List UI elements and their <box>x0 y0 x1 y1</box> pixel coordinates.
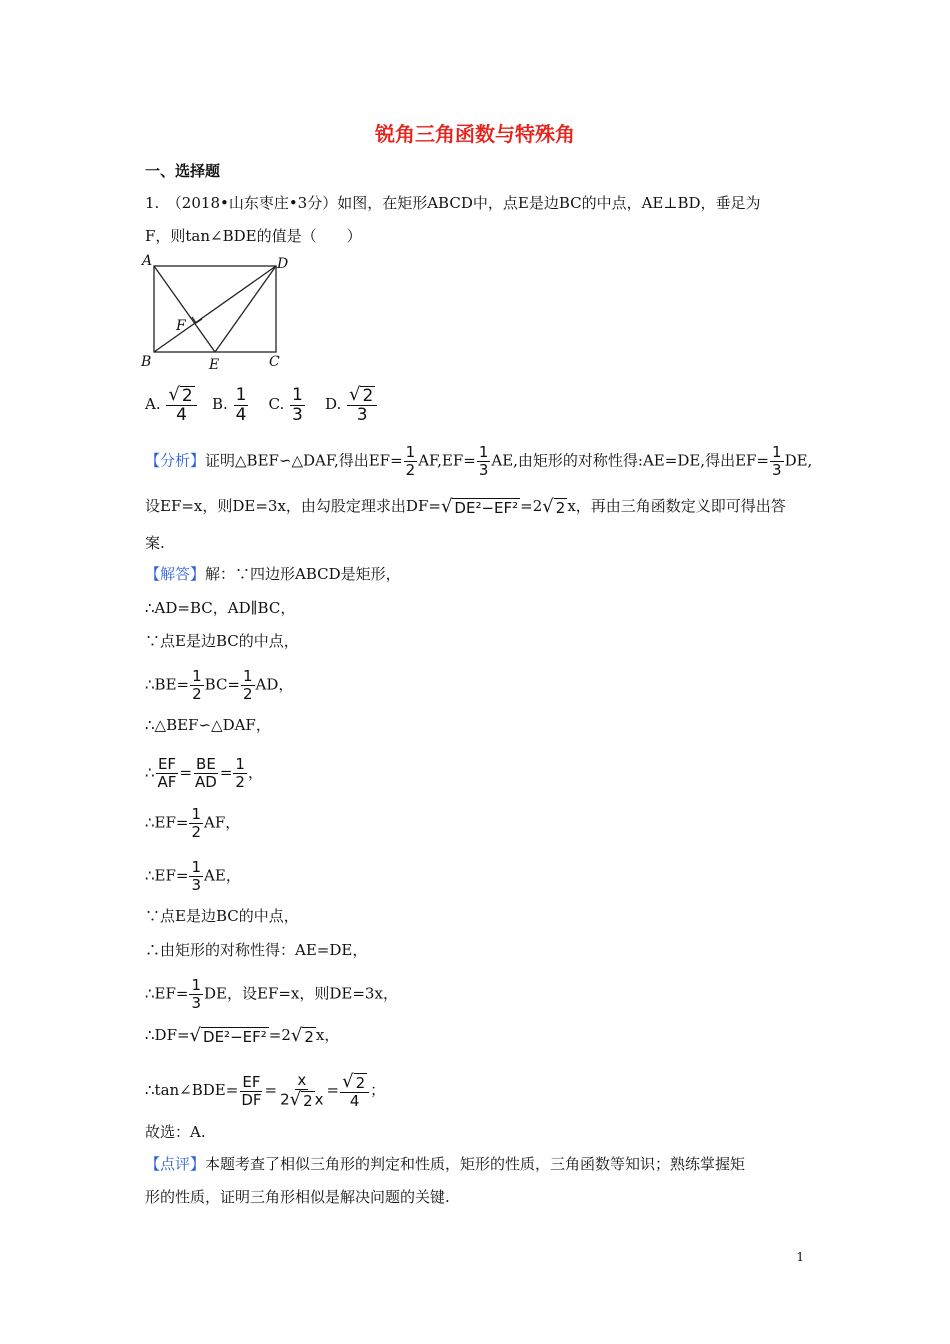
solution-line-8: ∴EF= $\frac{1}{3}$ AE， <box>145 858 241 894</box>
section-heading: 一、选择题 <box>145 162 221 180</box>
segment-de <box>215 266 276 352</box>
solution-line-5: ∴△BEF∽△DAF， <box>145 716 271 734</box>
solution-line-7: ∴EF= $\frac{1}{2}$ AF， <box>145 805 241 841</box>
analysis-line-3: 案. <box>145 534 165 552</box>
solution-line-3: ∵点E是边BC的中点， <box>145 632 299 650</box>
comment-tag: 【点评】 <box>145 1155 206 1173</box>
solution-line-6: ∴ $\frac{EF}{AF}$ = $\frac{BE}{AD}$ = $\frac{1}{2}$ ， <box>145 755 263 791</box>
solution-line-9: ∵点E是边BC的中点， <box>145 907 299 925</box>
diagonal-bd <box>154 266 276 352</box>
solution-line-13: ∴tan∠BDE= $\frac{EF}{DF}$ = x 2 √ 2 x = √ 2 4 ； <box>145 1071 386 1110</box>
option-b[interactable]: B. $\frac{1}{4}$ <box>212 384 247 425</box>
solution-line-12: ∴DF= √ DE²−EF² =2 √ 2 x， <box>145 1025 340 1046</box>
comment-line-2: 形的性质，证明三角形相似是解决问题的关键. <box>145 1188 450 1206</box>
solution-line-1: 【解答】解：∵四边形ABCD是矩形， <box>145 565 401 583</box>
label-b: B <box>141 354 152 370</box>
solution-line-10: ∴由矩形的对称性得：AE=DE， <box>145 941 368 959</box>
solution-tag: 【解答】 <box>145 565 206 583</box>
analysis-tag: 【分析】 <box>145 451 206 470</box>
segment-ae <box>154 266 215 352</box>
question-line-1: 1. （2018•山东枣庄•3分）如图，在矩形ABCD中，点E是边BC的中点，AE⊥BD，垂足为 <box>145 194 761 212</box>
question-line-2: F，则tan∠BDE的值是（ ） <box>145 227 362 245</box>
option-a[interactable]: A. √ 2 4 <box>145 395 202 413</box>
label-d: D <box>277 256 289 272</box>
label-f: F <box>176 318 186 334</box>
option-c[interactable]: C. $\frac{1}{3}$ <box>268 384 303 425</box>
label-a: A <box>142 253 153 269</box>
page-title: 锐角三角函数与特殊角 <box>375 122 575 146</box>
analysis-line-1: 【分析】证明△BEF∽△DAF,得出EF= $\frac{1}{2}$ AF,EF= $\frac{1}{3}$ AE,由矩形的对称性得:AE=DE,得出EF= $\frac{1}{3}$ DE, <box>145 443 813 479</box>
label-e: E <box>209 357 220 373</box>
label-c: C <box>269 354 280 370</box>
solution-line-14: 故选：A. <box>145 1123 206 1141</box>
solution-line-2: ∴AD=BC，AD∥BC， <box>145 599 296 617</box>
analysis-line-2: 设EF=x，则DE=3x，由勾股定理求出DF= √ DE²−EF² =2 √ 2 x，再由三角函数定义即可得出答 <box>145 496 786 517</box>
page-number: 1 <box>796 1250 804 1264</box>
option-d[interactable]: D. √ 2 3 <box>325 395 378 413</box>
rectangle-figure <box>140 252 290 374</box>
solution-line-11: ∴EF= $\frac{1}{3}$ DE，设EF=x，则DE=3x， <box>145 976 398 1012</box>
answer-options <box>145 385 378 425</box>
comment-line-1: 【点评】本题考查了相似三角形的判定和性质，矩形的性质，三角函数等知识；熟练掌握矩 <box>145 1155 746 1173</box>
solution-line-4: ∴BE= $\frac{1}{2}$ BC= $\frac{1}{2}$ AD， <box>145 667 294 703</box>
